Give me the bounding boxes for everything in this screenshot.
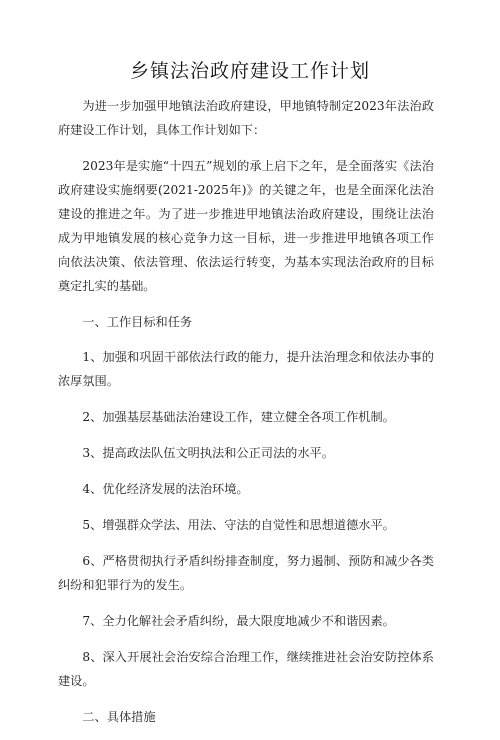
section-heading-measures: 二、具体措施: [82, 710, 156, 724]
intro-paragraph: 为进一步加强甲地镇法治政府建设，甲地镇特制定2023年法治政府建设工作计划，具体工作计划如下：: [58, 99, 434, 137]
background-paragraph: 2023年是实施“十四五”规划的承上启下之年，是全面落实《法治政府建设实施纲要(2021-2025年)》的关键之年，也是全面深化法治建设的推进之年。为了进一步推进甲地镇法治政府建设，围绕让法治成为甲地镇发展的核心竞争力这一目标，进一步推进甲地镇各项工作向依法决策、依法管理、依法运行转变，为基本实现法治政府的目标奠定扎实的基础。: [58, 159, 434, 293]
task-item: 5、增强群众学法、用法、守法的自觉性和思想道德水平。: [82, 518, 395, 532]
section-heading-goals: 一、工作目标和任务: [82, 315, 193, 329]
task-item: 1、加强和巩固干部依法行政的能力，提升法治理念和依法办事的浓厚氛围。: [58, 350, 434, 388]
task-item: 7、全力化解社会矛盾纠纷，最大限度地减少不和谐因素。: [82, 614, 395, 628]
page-title: 乡镇法治政府建设工作计划: [129, 60, 370, 82]
task-item: 8、深入开展社会治安综合治理工作，继续推进社会治安防控体系建设。: [58, 650, 434, 688]
document-body: [58, 94, 434, 740]
task-item: 2、加强基层基础法治建设工作，建立健全各项工作机制。: [82, 410, 395, 424]
task-item: 4、优化经济发展的法治环境。: [82, 482, 249, 496]
task-item: 6、严格贯彻执行矛盾纠纷排查制度，努力遏制、预防和减少各类纠纷和犯罪行为的发生。: [58, 554, 434, 592]
task-item: 3、提高政法队伍文明执法和公正司法的水平。: [82, 446, 334, 460]
